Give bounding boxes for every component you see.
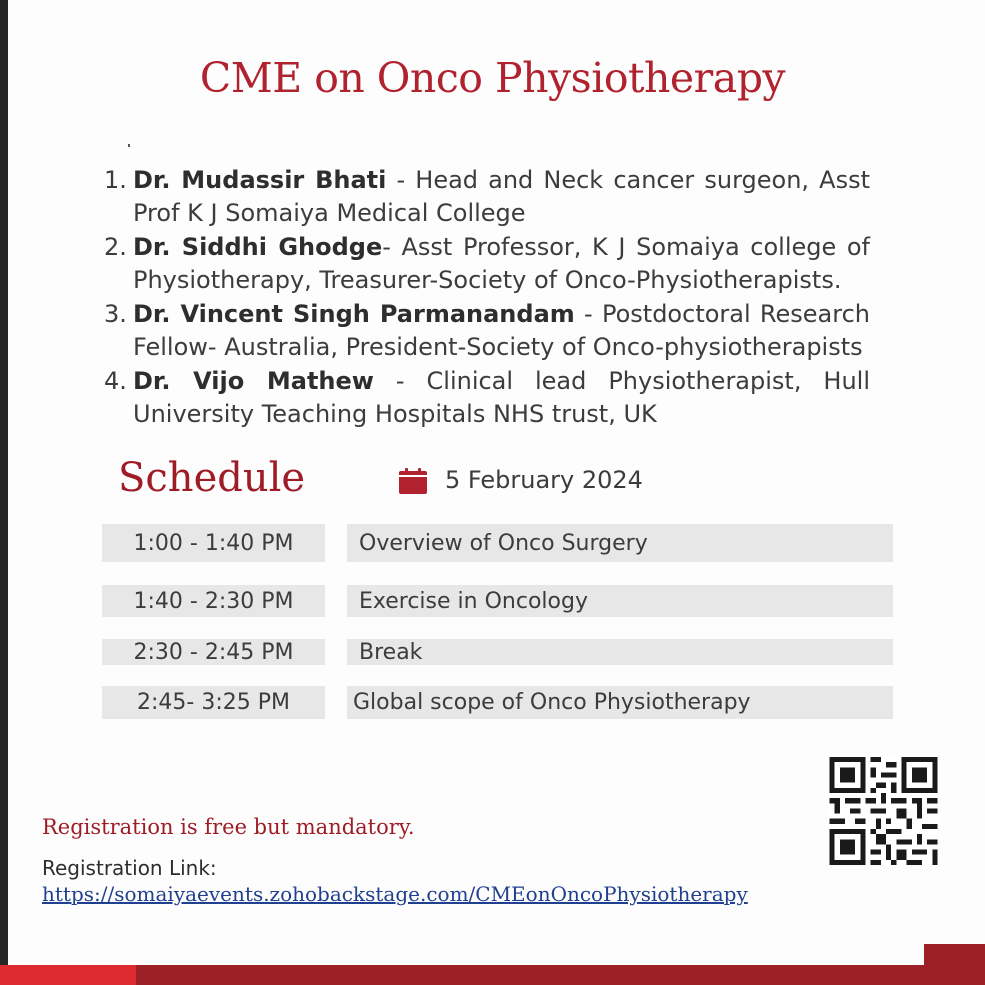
schedule-session: Break <box>347 639 893 665</box>
speaker-description: - Clinical lead Physiotherapist, Hull University Teaching Hospitals NHS trust, UK <box>133 367 870 428</box>
speaker-name: Dr. Siddhi Ghodge <box>133 233 383 261</box>
speaker-list <box>104 164 870 432</box>
schedule-session: Exercise in Oncology <box>347 585 893 617</box>
schedule-time: 1:00 - 1:40 PM <box>102 524 325 562</box>
speaker-item <box>104 231 870 296</box>
schedule-session: Overview of Onco Surgery <box>347 524 893 562</box>
schedule-time: 2:30 - 2:45 PM <box>102 639 325 665</box>
speaker-name: Dr. Vincent Singh Parmanandam <box>133 300 575 328</box>
left-border <box>0 0 8 985</box>
speaker-item <box>104 298 870 363</box>
speaker-description: - Postdoctoral Research Fellow- Australia, President-Society of Onco-physiotherapists <box>133 300 871 361</box>
registration-link[interactable]: https://somaiyaevents.zohobackstage.com/CMEonOncoPhysiotherapy <box>42 882 748 906</box>
speaker-item <box>104 164 870 229</box>
stray-dot <box>128 144 130 147</box>
event-date: 5 February 2024 <box>445 466 643 494</box>
speaker-name: Dr. Mudassir Bhati <box>133 166 387 194</box>
qr-code[interactable] <box>828 757 939 865</box>
bottom-stripe <box>0 965 985 985</box>
speaker-text <box>133 298 870 363</box>
speaker-description: - Head and Neck cancer surgeon, Asst Prof K J Somaiya Medical College <box>133 166 870 227</box>
schedule-heading: Schedule <box>118 455 306 501</box>
page-title: CME on Onco Physiotherapy <box>199 54 786 102</box>
schedule-session: Global scope of Onco Physiotherapy <box>347 686 893 719</box>
speaker-description: - Asst Professor, K J Somaiya college of Physiotherapy, Treasurer-Society of Onco-Physiotherapists. <box>133 233 870 294</box>
speaker-text <box>133 164 870 229</box>
bottom-corner-block <box>924 944 985 965</box>
speaker-number: 1. <box>104 166 127 194</box>
speaker-number: 2. <box>104 233 127 261</box>
registration-link-label: Registration Link: <box>42 856 217 880</box>
bottom-stripe-accent <box>0 965 136 985</box>
speaker-number: 3. <box>104 300 127 328</box>
registration-note: Registration is free but mandatory. <box>42 815 415 839</box>
speaker-text <box>133 365 870 430</box>
speaker-name: Dr. Vijo Mathew <box>133 367 374 395</box>
schedule-time: 1:40 - 2:30 PM <box>102 585 325 617</box>
calendar-icon <box>399 468 427 494</box>
speaker-text <box>133 231 870 296</box>
speaker-number: 4. <box>104 367 127 395</box>
schedule-time: 2:45- 3:25 PM <box>102 686 325 719</box>
speaker-item <box>104 365 870 430</box>
